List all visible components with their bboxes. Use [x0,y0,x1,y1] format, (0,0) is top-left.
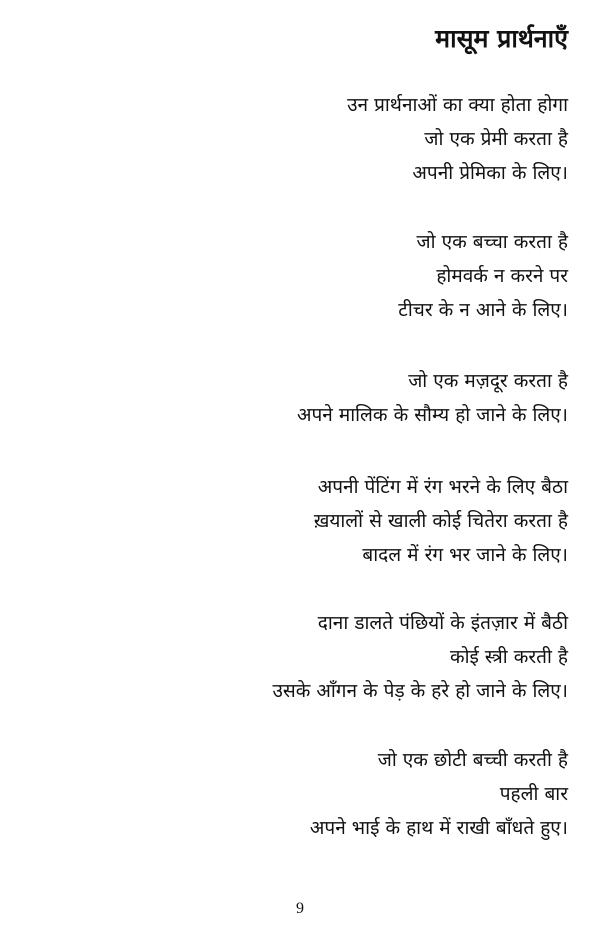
poem-line: होमवर्क न करने पर [436,265,568,287]
poem-line: बादल में रंग भर जाने के लिए। [362,544,568,566]
poem-line: उसके आँगन के पेड़ के हरे हो जाने के लिए। [272,680,568,702]
poem-line: ख़यालों से खाली कोई चितेरा करता है [313,510,568,532]
poem-line: पहली बार [499,783,568,805]
stanza-6 [310,743,568,845]
poem-line: जो एक बच्चा करता है [416,231,568,253]
poem-line: जो एक छोटी बच्ची करती है [377,749,568,771]
stanza-5 [272,606,568,708]
stanza-4 [314,470,568,572]
poem-line: टीचर के न आने के लिए। [398,299,568,321]
poem-line: अपने भाई के हाथ में राखी बाँधते हुए। [309,817,568,839]
poem-line: उन प्रार्थनाओं का क्या होता होगा [347,94,568,116]
poem-line: जो एक मज़दूर करता है [408,370,568,392]
poem-line: अपने मालिक के सौम्य हो जाने के लिए। [296,404,568,426]
stanza-2 [398,225,568,327]
stanza-3 [297,364,568,432]
poem-line: अपनी पेंटिंग में रंग भरने के लिए बैठा [317,476,568,498]
poem-line: दाना डालते पंछियों के इंतज़ार में बैठी [317,612,568,634]
poem-line: अपनी प्रेमिका के लिए। [412,162,568,184]
stanza-1 [347,88,568,190]
poem-title: मासूम प्रार्थनाएँ [435,24,568,53]
poem-line: जो एक प्रेमी करता है [424,128,568,150]
page-number: 9 [296,900,304,917]
poem-line: कोई स्त्री करती है [450,646,568,668]
